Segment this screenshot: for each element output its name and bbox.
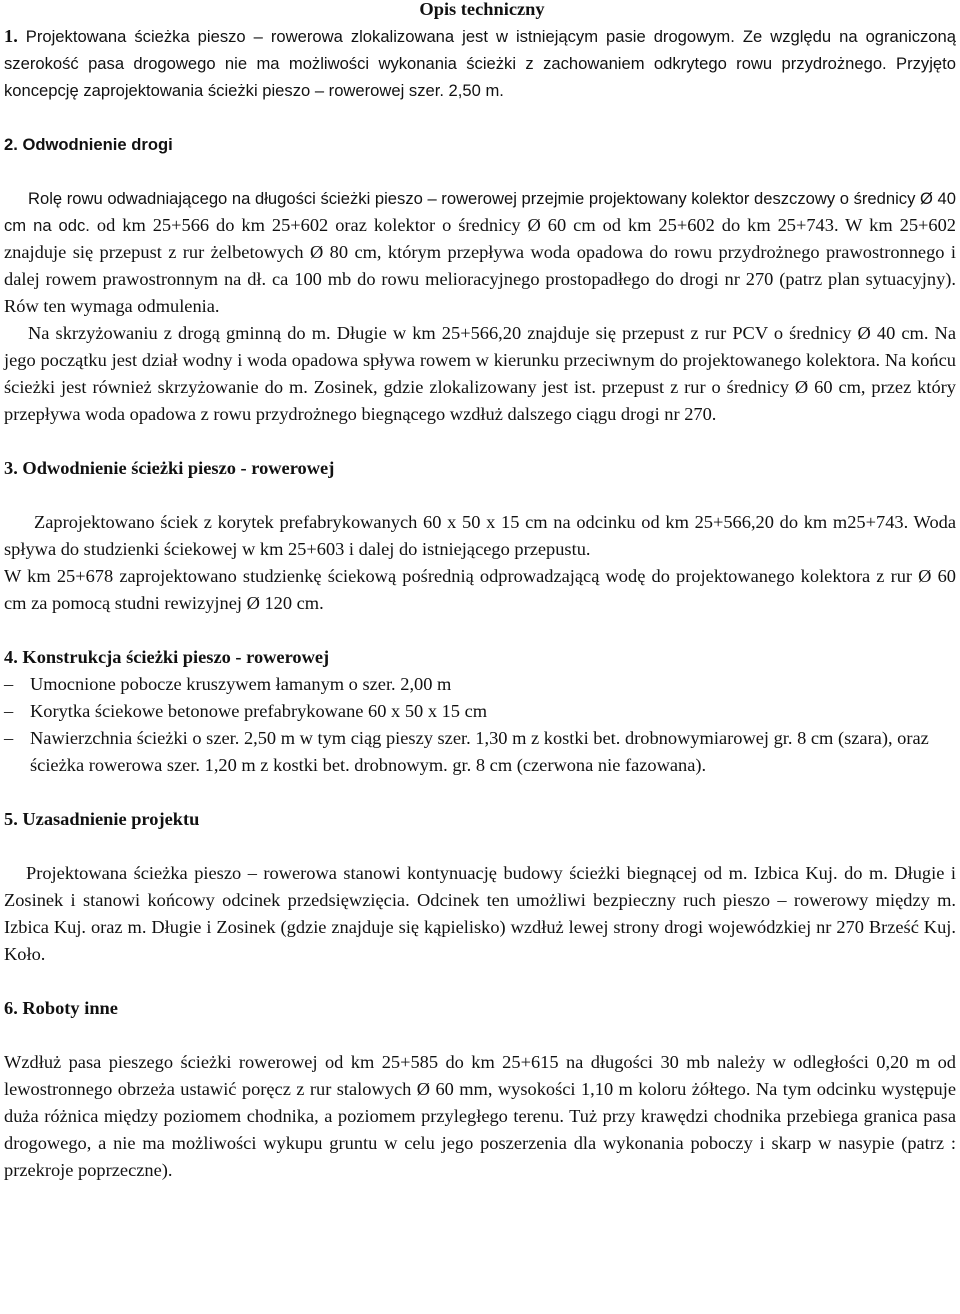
section-2-title: Odwodnienie drogi [22, 135, 173, 154]
section-6-heading: 6. Roboty inne [4, 998, 118, 1018]
document-title: Opis techniczny [419, 0, 545, 19]
section-3-paragraph-2: W km 25+678 zaprojektowano studzienkę ściekową pośrednią odprowadzającą wodę do projektowanego kolektora z rur Ø 60 cm za pomocą studni rewizyjnej Ø 120 cm. [4, 566, 956, 613]
section-6-paragraph: Wzdłuż pasa pieszego ścieżki rowerowej od km 25+585 do km 25+615 na długości 30 mb należy w odległości 0,20 m od lewostronnego obrzeża ustawić poręcz z rur stalowych Ø 60 mm, wysokości 1,10 m koloru żółtego. Na tym odcinku występuje duża różnica między poziomem chodnika, a poziomem przyległego terenu. Tuż przy krawędzi chodnika przebiega granica pasa drogowego, a nie ma możliwości wykupu gruntu w celu jego poszerzenia dla wykonania poboczy i skarp w nasypie (patrz : przekroje poprzeczne). [4, 1052, 956, 1180]
section-1-text: Projektowana ścieżka pieszo – rowerowa zlokalizowana jest w istniejącym pasie drogowym. Ze względu na ograniczoną szerokość pasa drogowego nie ma możliwości wykonania ścieżki z zachowaniem odkrytego rowu przydrożnego. Przyjęto koncepcję zaprojektowania ścieżki pieszo – rowerowej szer. 2,50 m. [4, 27, 956, 100]
list-item-text: Nawierzchnia ścieżki o szer. 2,50 m w tym ciąg pieszy szer. 1,30 m z kostki bet. drobnowymiarowej gr. 8 cm (szara), oraz ścieżka rowerowa szer. 1,20 m z kostki bet. drobnowym. gr. 8 cm (czerwona nie fazowana). [30, 728, 929, 775]
section-2-paragraph-1-sans: Rolę rowu odwadniającego na długości ścieżki pieszo – rowerowej przejmie projektowany kolektor deszczowy o średnicy Ø 40 cm na odc. [4, 189, 956, 235]
dash-bullet-icon: – [4, 674, 14, 694]
list-item [4, 725, 956, 779]
list-item-text: Umocnione pobocze kruszywem łamanym o szer. 2,00 m [30, 674, 452, 694]
section-2-number: 2. [4, 135, 18, 154]
section-3-heading: 3. Odwodnienie ścieżki pieszo - rowerowej [4, 458, 335, 478]
section-1-paragraph [4, 23, 956, 104]
section-2-paragraph-1 [4, 185, 956, 320]
section-3-paragraph-1: Zaprojektowano ściek z korytek prefabrykowanych 60 x 50 x 15 cm na odcinku od km 25+566,20 do km m25+743. Woda spływa do studzienki ściekowej w km 25+603 i dalej do istniejącego przepustu. [4, 512, 956, 559]
section-1-number: 1. [4, 26, 18, 46]
document-page [4, 0, 956, 1184]
section-2-paragraph-2: Na skrzyżowaniu z drogą gminną do m. Długie w km 25+566,20 znajduje się przepust z rur PCV o średnicy Ø 40 cm. Na jego początku jest dział wodny i woda opadowa spływa rowem w kierunku przeciwnym do projektowanego kolektora. Na końcu ścieżki jest również skrzyżowanie do m. Zosinek, gdzie zlokalizowany jest ist. przepust z rur o średnicy Ø 60 cm, przez który przepływa woda opadowa z rowu przydrożnego biegnącego wzdłuż dalszego ciągu drogi nr 270. [4, 323, 956, 424]
section-4-list [4, 671, 956, 779]
section-5-heading: 5. Uzasadnienie projektu [4, 809, 200, 829]
section-2-paragraph-1-serif: od km 25+566 do km 25+602 oraz kolektor o średnicy Ø 60 cm od km 25+602 do km 25+743. W km 25+602 znajduje się przepust z rur żelbetowych Ø 80 cm, którym przepływa woda opadowa do rowu przydrożnego prawostronnego i dalej rowem prawostronnym na dł. ca 100 mb do rowu melioracyjnego prostopadłego do drogi nr 270 (patrz plan sytuacyjny). Rów ten wymaga odmulenia. [4, 215, 956, 316]
dash-bullet-icon: – [4, 701, 14, 721]
dash-bullet-icon: – [4, 728, 14, 748]
section-4-heading: 4. Konstrukcja ścieżki pieszo - rowerowej [4, 647, 330, 667]
list-item [4, 698, 956, 725]
section-5-paragraph: Projektowana ścieżka pieszo – rowerowa stanowi kontynuację budowy ścieżki biegnącej od m. Izbica Kuj. do m. Długie i Zosinek i stanowi końcowy odcinek przedsięwzięcia. Odcinek ten umożliwi bezpieczny ruch pieszo – rowerowy między m. Izbica Kuj. oraz m. Długie i Zosinek (gdzie znajduje się kąpielisko) wzdłuż lewej strony drogi wojewódzkiej nr 270 Brześć Kuj. Koło. [4, 863, 956, 964]
list-item [4, 671, 956, 698]
list-item-text: Korytka ściekowe betonowe prefabrykowane 60 x 50 x 15 cm [30, 701, 488, 721]
section-2-heading [4, 131, 956, 158]
